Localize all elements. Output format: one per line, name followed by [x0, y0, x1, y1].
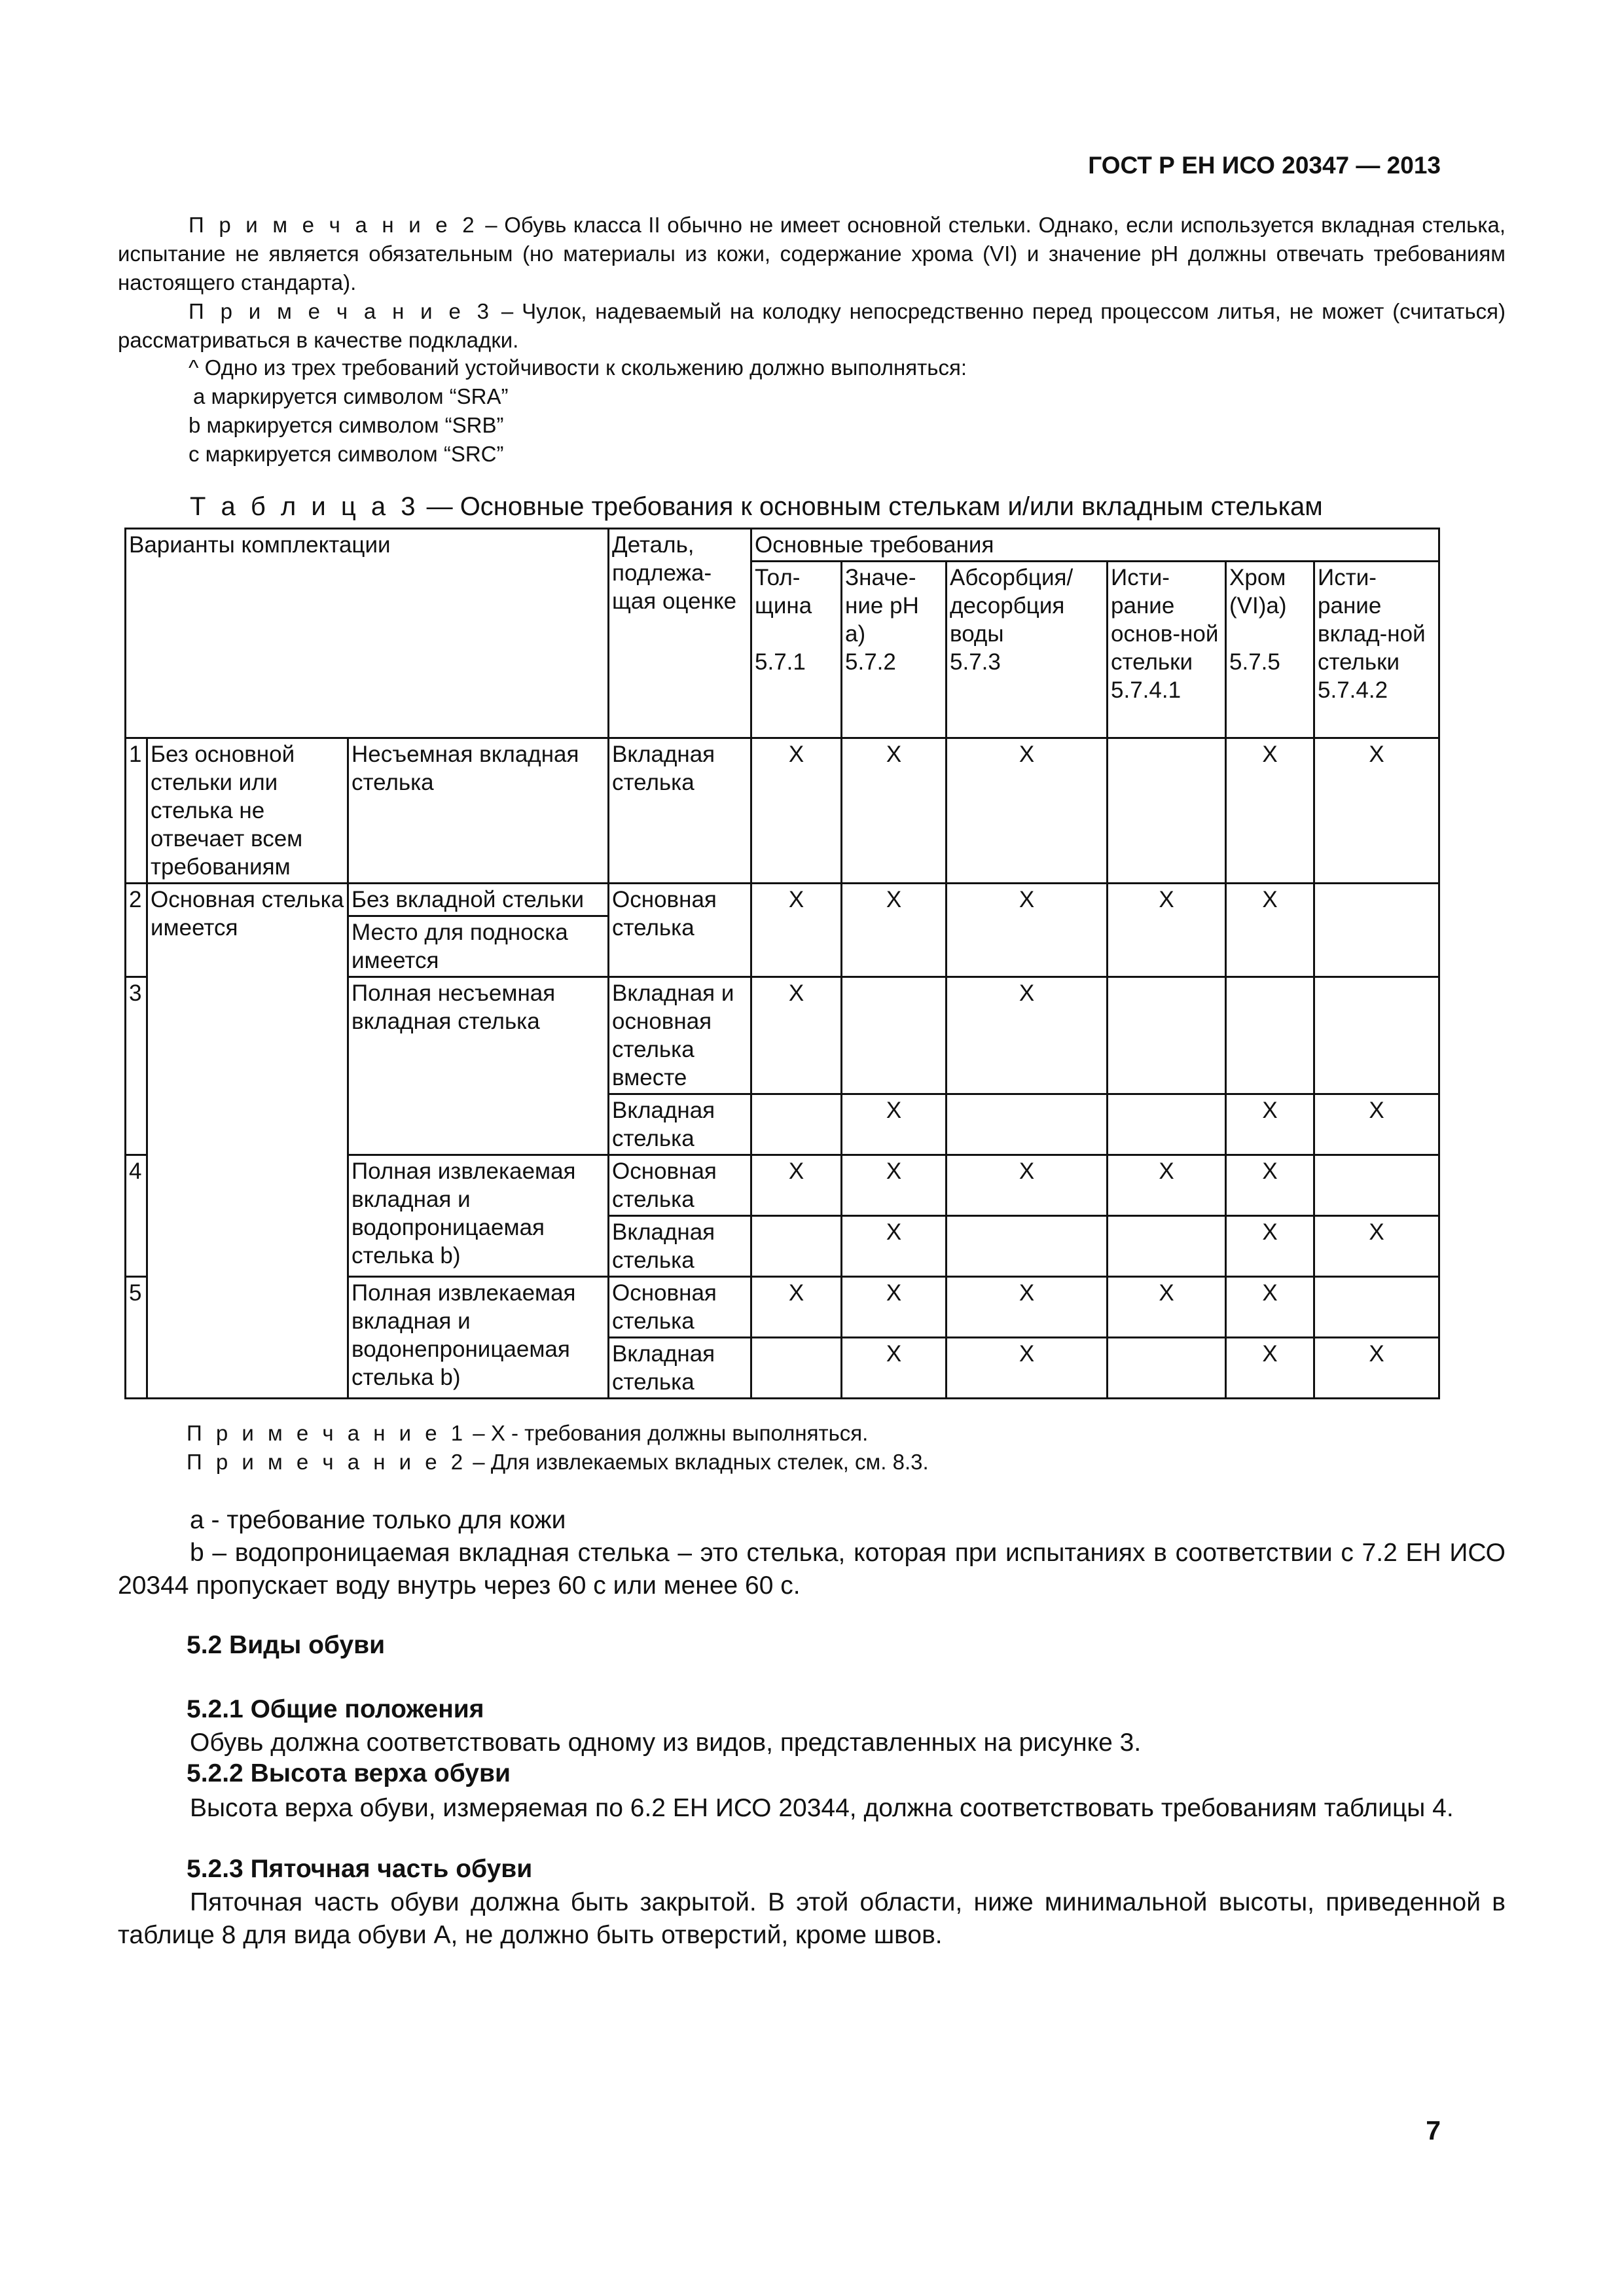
slip-c: c маркируется символом “SRC” — [189, 442, 504, 466]
mark-cell: X — [751, 977, 842, 1094]
empty-cell — [1314, 884, 1439, 977]
mark-cell: X — [1226, 1155, 1314, 1216]
empty-cell — [751, 1338, 842, 1399]
section-5-2-1-text: Обувь должна соответствовать одному из видов, представленных на рисунке 3. — [190, 1729, 1142, 1757]
mark-cell: X — [842, 1155, 947, 1216]
mark-cell: X — [1314, 1216, 1439, 1277]
section-5-2-3-text: Пяточная часть обуви должна быть закрытой. В этой области, ниже минимальной высоты, приведенной в таблице 8 для вида обуви А, не должно быть отверстий, кроме швов. — [118, 1888, 1506, 1949]
header-variants: Варианты комплектации — [126, 529, 609, 738]
section-heading-5-2-3: 5.2.3 Пяточная часть обуви — [187, 1855, 533, 1883]
detail-cell: Основная стелька — [609, 884, 751, 977]
table-caption-text: — Основные требования к основным стелькам и/или вкладным стелькам — [419, 492, 1323, 521]
mark-cell: X — [1108, 884, 1226, 977]
mark-cell: X — [947, 738, 1108, 884]
row-number: 1 — [126, 738, 147, 884]
section-heading-5-2-1: 5.2.1 Общие положения — [187, 1695, 484, 1723]
mark-cell: X — [947, 977, 1108, 1094]
empty-cell — [842, 977, 947, 1094]
detail-cell: Вкладная стелька — [609, 738, 751, 884]
subvariant-cell: Несъемная вкладная стелька — [348, 738, 609, 884]
section-heading-5-2: 5.2 Виды обуви — [187, 1631, 386, 1659]
table-note-2-label: П р и м е ч а н и е 2 — [187, 1450, 467, 1474]
empty-cell — [947, 1216, 1108, 1277]
mark-cell: X — [1226, 884, 1314, 977]
table-row — [126, 738, 1439, 884]
header-thickness: Тол-щина 5.7.1 — [751, 562, 842, 738]
mark-cell: X — [1314, 1094, 1439, 1155]
note-3-paragraph — [118, 297, 1506, 355]
variant-cell: Основная стелька имеется — [147, 884, 348, 1399]
mark-cell: X — [751, 1155, 842, 1216]
subvariant-cell: Полная извлекаемая вкладная и водопроницаемая стелька b) — [348, 1155, 609, 1277]
row-number: 5 — [126, 1277, 147, 1399]
row-number: 4 — [126, 1155, 147, 1277]
page-number: 7 — [1426, 2115, 1441, 2145]
mark-cell: X — [1108, 1277, 1226, 1338]
mark-cell: X — [842, 738, 947, 884]
mark-cell: X — [751, 738, 842, 884]
note-3-label: П р и м е ч а н и е 3 — [189, 299, 494, 323]
slip-intro: ^ Одно из трех требований устойчивости к скольжению должно выполняться: — [189, 355, 967, 380]
table-note-1 — [187, 1419, 1365, 1448]
header-abrasion-main: Исти-рание основ-ной стельки 5.7.4.1 — [1108, 562, 1226, 738]
mark-cell: X — [1108, 1155, 1226, 1216]
header-main-requirements: Основные требования — [751, 529, 1439, 562]
detail-cell: Основная стелька — [609, 1155, 751, 1216]
detail-cell: Вкладная стелька — [609, 1338, 751, 1399]
empty-cell — [1314, 1155, 1439, 1216]
empty-cell — [1108, 1094, 1226, 1155]
mark-cell: X — [842, 1216, 947, 1277]
subvariant-cell: Полная несъемная вкладная стелька — [348, 977, 609, 1155]
row-number: 3 — [126, 977, 147, 1155]
empty-cell — [1108, 738, 1226, 884]
row-number: 2 — [126, 884, 147, 977]
empty-cell — [751, 1216, 842, 1277]
empty-cell — [751, 1094, 842, 1155]
mark-cell: X — [842, 884, 947, 977]
slip-b: b маркируется символом “SRB” — [189, 413, 504, 437]
mark-cell: X — [1314, 1338, 1439, 1399]
header-ph: Значе-ние pH a) 5.7.2 — [842, 562, 947, 738]
mark-cell: X — [751, 884, 842, 977]
note-2-label: П р и м е ч а н и е 2 — [189, 213, 478, 237]
table-note-2 — [187, 1448, 1365, 1477]
detail-cell: Основная стелька — [609, 1277, 751, 1338]
subvariant-cell: Полная извлекаемая вкладная и водонепроницаемая стелька b) — [348, 1277, 609, 1399]
mark-cell: X — [947, 1277, 1108, 1338]
subvariant-cell: Место для подноска имеется — [348, 916, 609, 977]
section-heading-5-2-2: 5.2.2 Высота верха обуви — [187, 1759, 511, 1787]
header-chrome: Хром (VI)a) 5.7.5 — [1226, 562, 1314, 738]
mark-cell: X — [751, 1277, 842, 1338]
footnote-b: b – водопроницаемая вкладная стелька – это стелька, которая при испытаниях в соответствии с 7.2 ЕН ИСО 20344 пропускает воду внутрь через 60 с или менее 60 с. — [118, 1539, 1506, 1600]
detail-cell: Вкладная стелька — [609, 1216, 751, 1277]
table-note-1-label: П р и м е ч а н и е 1 — [187, 1421, 467, 1445]
empty-cell — [1314, 1277, 1439, 1338]
detail-cell: Вкладная и основная стелька вместе — [609, 977, 751, 1094]
mark-cell: X — [842, 1338, 947, 1399]
slip-a: a маркируется символом “SRA” — [193, 384, 509, 408]
variant-cell: Без основной стельки или стелька не отвечает всем требованиям — [147, 738, 348, 884]
subvariant-cell: Без вкладной стельки — [348, 884, 609, 916]
section-5-2-2-text: Высота верха обуви, измеряемая по 6.2 ЕН ИСО 20344, должна соответствовать требованиям таблицы 4. — [190, 1794, 1454, 1822]
mark-cell: X — [842, 1277, 947, 1338]
note-3-text: – Чулок, надеваемый на колодку непосредственно перед процессом литья, не может (считаться) рассматриваться в качестве подкладки. — [118, 299, 1506, 352]
table-caption-label: Т а б л и ц а 3 — [190, 492, 420, 521]
empty-cell — [1108, 1338, 1226, 1399]
mark-cell: X — [947, 884, 1108, 977]
mark-cell: X — [1314, 738, 1439, 884]
empty-cell — [947, 1094, 1108, 1155]
mark-cell: X — [842, 1094, 947, 1155]
table-note-1-text: – X - требования должны выполняться. — [467, 1421, 869, 1445]
note-2-paragraph — [118, 211, 1506, 297]
note-2-text: – Обувь класса II обычно не имеет основной стельки. Однако, если используется вкладная стелька, испытание не является обязательным (но материалы из кожи, содержание хрома (VI) и значение pH должны отвечать требованиям настоящего стандарта). — [118, 213, 1506, 295]
table-caption — [190, 492, 1323, 522]
document-header: ГОСТ Р ЕН ИСО 20347 — 2013 — [1088, 152, 1441, 179]
mark-cell: X — [1226, 1094, 1314, 1155]
header-abrasion-insert: Исти-рание вклад-ной стельки 5.7.4.2 — [1314, 562, 1439, 738]
mark-cell: X — [947, 1338, 1108, 1399]
requirements-table — [124, 528, 1440, 1399]
table-row — [126, 884, 1439, 916]
empty-cell — [1226, 977, 1314, 1094]
empty-cell — [1314, 977, 1439, 1094]
mark-cell: X — [1226, 1338, 1314, 1399]
mark-cell: X — [1226, 738, 1314, 884]
mark-cell: X — [1226, 1277, 1314, 1338]
mark-cell: X — [1226, 1216, 1314, 1277]
mark-cell: X — [947, 1155, 1108, 1216]
header-detail: Деталь, подлежа-щая оценке — [609, 529, 751, 738]
footnote-a: а - требование только для кожи — [190, 1506, 566, 1534]
table-note-2-text: – Для извлекаемых вкладных стелек, см. 8.3. — [467, 1450, 929, 1474]
empty-cell — [1108, 1216, 1226, 1277]
empty-cell — [1108, 977, 1226, 1094]
detail-cell: Вкладная стелька — [609, 1094, 751, 1155]
header-water: Абсорбция/ десорбция воды 5.7.3 — [947, 562, 1108, 738]
